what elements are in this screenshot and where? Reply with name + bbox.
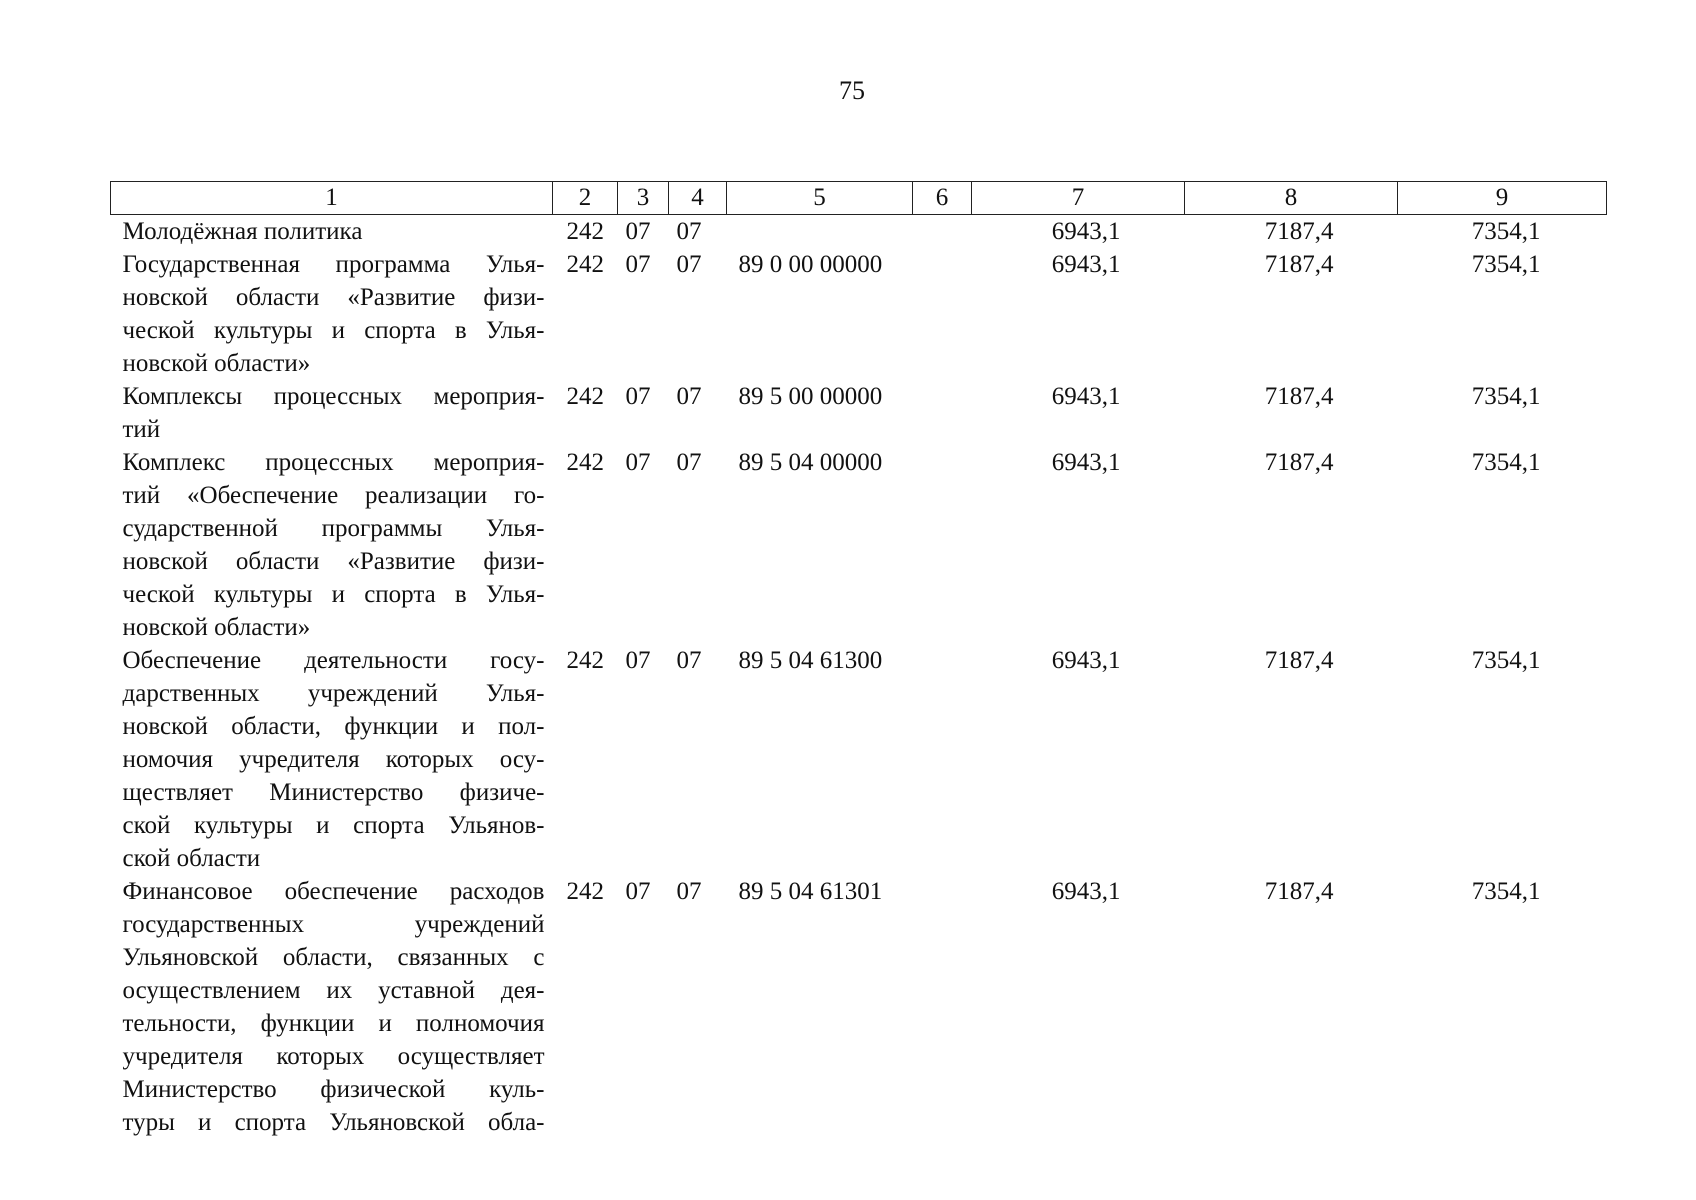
- row-code-c2: 242: [566, 449, 604, 476]
- row-name-line: ческой культуры и спорта в Улья-: [122, 581, 545, 608]
- header-col-2: 2: [553, 182, 618, 215]
- row-code-c4: 07: [676, 449, 702, 476]
- row-name-line: новской области»: [122, 350, 311, 377]
- row-amount-c7: 6943,1: [1051, 449, 1121, 476]
- row-code-c4: 07: [676, 251, 702, 278]
- row-code-c2: 242: [566, 383, 604, 410]
- row-expense-type: [913, 215, 972, 249]
- row-amount-c8: 7187,4: [1264, 218, 1334, 245]
- row-name-line: ческой культуры и спорта в Улья-: [122, 317, 545, 344]
- row-name-line: тельности, функции и полномочия: [122, 1010, 545, 1037]
- row-name-line: тий «Обеспечение реализации го-: [122, 482, 545, 509]
- row-amount-c8: 7187,4: [1264, 383, 1334, 410]
- row-name: [111, 875, 553, 1139]
- row-name-line: тий: [122, 416, 161, 443]
- row-name-line: сударственной программы Улья-: [122, 515, 545, 542]
- row-amount-c7: 6943,1: [1051, 383, 1121, 410]
- row-name-line: ской культуры и спорта Ульянов-: [122, 812, 545, 839]
- row-name: [111, 248, 553, 380]
- table-row: [111, 875, 1607, 1139]
- table-row: [111, 446, 1607, 644]
- header-col-7: 7: [972, 182, 1185, 215]
- row-name-line: Молодёжная политика: [122, 218, 363, 245]
- row-name-line: Комплекс процессных мероприя-: [122, 449, 545, 476]
- table-body: [111, 215, 1607, 1140]
- row-amount-c7: 6943,1: [1051, 251, 1121, 278]
- row-name: [111, 644, 553, 875]
- row-amount-c8: 7187,4: [1264, 251, 1334, 278]
- row-name-line: новской области»: [122, 614, 311, 641]
- row-code-c4: 07: [676, 647, 702, 674]
- table-row: [111, 215, 1607, 249]
- row-code-c3: 07: [625, 449, 651, 476]
- row-name-line: Обеспечение деятельности госу-: [122, 647, 545, 674]
- row-amount-c7: 6943,1: [1051, 878, 1121, 905]
- row-name-line: государственных учреждений: [122, 911, 545, 938]
- row-name: [111, 380, 553, 446]
- table-header: [111, 182, 1607, 215]
- row-amount-c7: 6943,1: [1051, 218, 1121, 245]
- row-code-c4: 07: [676, 218, 702, 245]
- table-row: [111, 644, 1607, 875]
- page-number-text: 75: [839, 76, 865, 105]
- row-code-c3: 07: [625, 383, 651, 410]
- header-col-5: 5: [727, 182, 913, 215]
- row-name-line: Министерство физической куль-: [122, 1076, 545, 1103]
- row-code-c3: 07: [625, 647, 651, 674]
- row-amount-c8: 7187,4: [1264, 647, 1334, 674]
- row-code-c4: 07: [676, 878, 702, 905]
- header-col-1: 1: [111, 182, 553, 215]
- row-amount-c7: 6943,1: [1051, 647, 1121, 674]
- row-target-article: 89 5 04 00000: [738, 449, 883, 476]
- row-name-line: учредителя которых осуществляет: [122, 1043, 545, 1070]
- row-code-c2: 242: [566, 251, 604, 278]
- row-target-article: 89 5 00 00000: [738, 383, 883, 410]
- row-name-line: номочия учредителя которых осу-: [122, 746, 545, 773]
- row-name-line: новской области, функции и пол-: [122, 713, 545, 740]
- header-col-8: 8: [1185, 182, 1398, 215]
- row-code-c3: 07: [625, 878, 651, 905]
- budget-table: [110, 181, 1607, 1139]
- row-code-c3: 07: [625, 218, 651, 245]
- row-name-line: Государственная программа Улья-: [122, 251, 545, 278]
- row-expense-type: [913, 875, 972, 1139]
- row-amount-c9: 7354,1: [1471, 878, 1541, 905]
- header-row: [111, 182, 1607, 215]
- row-target-article: 89 5 04 61300: [738, 647, 883, 674]
- row-expense-type: [913, 644, 972, 875]
- row-target-article: 89 5 04 61301: [738, 878, 883, 905]
- row-target-article: 89 0 00 00000: [738, 251, 883, 278]
- header-col-9: 9: [1398, 182, 1607, 215]
- row-name-line: ской области: [122, 845, 261, 872]
- row-amount-c8: 7187,4: [1264, 449, 1334, 476]
- row-name-line: ществляет Министерство физиче-: [122, 779, 545, 806]
- row-name-line: туры и спорта Ульяновской обла-: [122, 1109, 545, 1136]
- row-name: [111, 446, 553, 644]
- row-name-line: осуществлением их уставной дея-: [122, 977, 545, 1004]
- row-amount-c9: 7354,1: [1471, 647, 1541, 674]
- row-amount-c9: 7354,1: [1471, 449, 1541, 476]
- header-col-4: 4: [669, 182, 727, 215]
- row-amount-c9: 7354,1: [1471, 383, 1541, 410]
- row-name-line: Финансовое обеспечение расходов: [122, 878, 545, 905]
- table-row: [111, 248, 1607, 380]
- row-code-c2: 242: [566, 218, 604, 245]
- row-name: [111, 215, 553, 249]
- header-col-3: 3: [618, 182, 669, 215]
- row-code-c3: 07: [625, 251, 651, 278]
- row-amount-c9: 7354,1: [1471, 251, 1541, 278]
- row-code-c2: 242: [566, 878, 604, 905]
- row-expense-type: [913, 248, 972, 380]
- row-name-line: новской области «Развитие физи-: [122, 284, 545, 311]
- row-amount-c8: 7187,4: [1264, 878, 1334, 905]
- row-name-line: новской области «Развитие физи-: [122, 548, 545, 575]
- row-name-line: Комплексы процессных мероприя-: [122, 383, 545, 410]
- row-name-line: Ульяновской области, связанных с: [122, 944, 545, 971]
- header-col-6: 6: [913, 182, 972, 215]
- row-amount-c9: 7354,1: [1471, 218, 1541, 245]
- row-code-c4: 07: [676, 383, 702, 410]
- row-target-article: [727, 215, 913, 249]
- row-name-line: дарственных учреждений Улья-: [122, 680, 545, 707]
- row-expense-type: [913, 380, 972, 446]
- page-number: [0, 78, 1696, 104]
- row-expense-type: [913, 446, 972, 644]
- table-row: [111, 380, 1607, 446]
- row-code-c2: 242: [566, 647, 604, 674]
